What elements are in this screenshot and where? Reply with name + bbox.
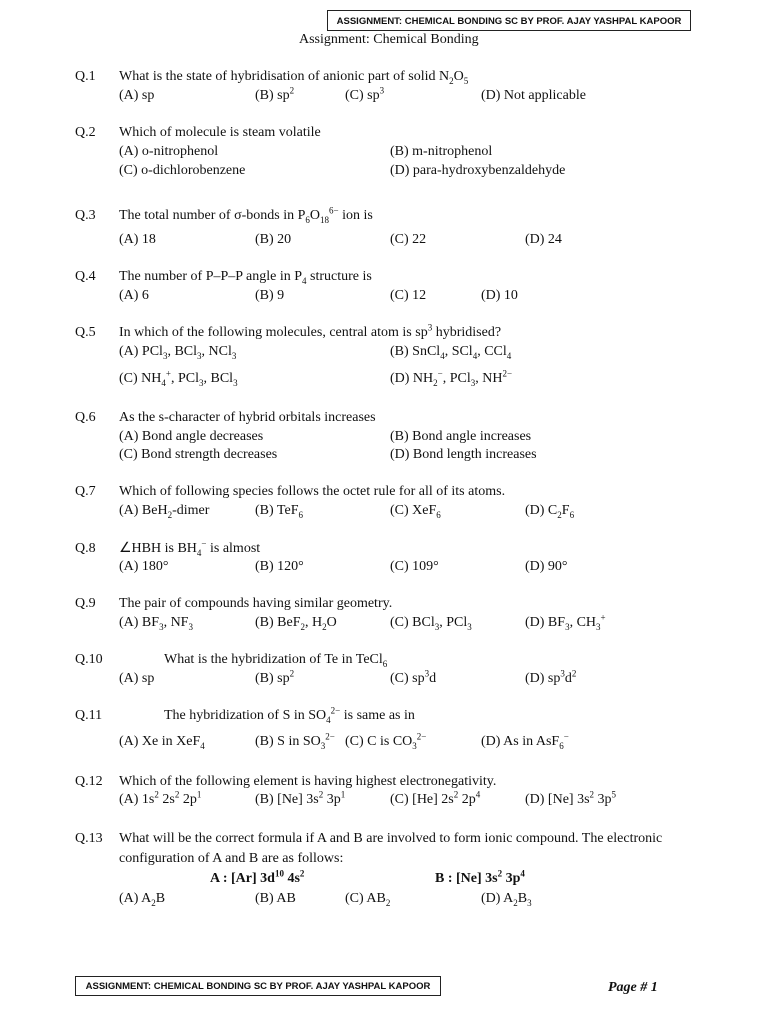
question-number: Q.2 (75, 125, 96, 140)
option-c: (C) BCl$_3$, PCl$_3$ (390, 615, 472, 632)
question-number: Q.5 (75, 325, 96, 340)
option-a: (A) sp (119, 671, 155, 686)
question-text: The number of P–P–P angle in $P_4$ structure is (119, 269, 372, 286)
option-b: (B) SnCl$_4$, SCl$_4$, CCl$_4$ (390, 344, 512, 361)
question-text: Which of molecule is steam volatile (119, 125, 321, 140)
option-c: (C) $sp^3d$ (390, 668, 437, 686)
option-d: (D) As in AsF$_6$− (481, 731, 569, 751)
option-a: (A) o-nitrophenol (119, 144, 219, 159)
option-c: (C) [He] $2s^2$ $2p^4$ (390, 789, 481, 807)
option-a: (A) BeH$_2$-dimer (119, 503, 210, 520)
option-b: (B) Bond angle increases (390, 429, 532, 444)
option-a: (A) Bond angle decreases (119, 429, 264, 444)
header-box: ASSIGNMENT: CHEMICAL BONDING SC BY PROF. AJAY YASHPAL KAPOOR (327, 10, 691, 31)
question-number: Q.10 (75, 652, 103, 667)
option-b: (B) BeF$_2$, $H_2O$ (255, 615, 337, 632)
question-number: Q.12 (75, 774, 103, 789)
option-b: (B) TeF$_6$ (255, 503, 303, 520)
question-number: Q.8 (75, 541, 96, 556)
option-c: (C) o-dichlorobenzene (119, 163, 246, 178)
question-number: Q.3 (75, 208, 96, 223)
option-a: (A) sp (119, 88, 155, 103)
option-b: (B) 9 (255, 288, 285, 303)
option-a: (A) 18 (119, 232, 156, 247)
option-d: (D) Bond length increases (390, 447, 537, 462)
option-c: (C) XeF$_6$ (390, 503, 441, 520)
option-d: (D) $NH_2^-$, PCl$_3$, $NH^{2-}$ (390, 368, 513, 388)
config-a: A : [Ar] $3d^{10}$ $4s^2$ (210, 868, 305, 886)
question-number: Q.9 (75, 596, 96, 611)
option-b: (B) m-nitrophenol (390, 144, 493, 159)
question-number: Q.7 (75, 484, 96, 499)
question-number: Q.4 (75, 269, 96, 284)
option-b: (B) 120° (255, 559, 304, 574)
option-b: (B) [Ne] $3s^2$ $3p^1$ (255, 789, 346, 807)
option-d: (D) $sp^3d^2$ (525, 668, 577, 686)
option-c: (C) Bond strength decreases (119, 447, 278, 462)
question-number: Q.6 (75, 410, 96, 425)
option-c: (C) C is $CO_3^{2-}$ (345, 731, 427, 751)
page-number: Page # 1 (608, 980, 658, 995)
option-c: (C) $NH_4^+$, PCl$_3$, BCl$_3$ (119, 368, 238, 388)
question-number: Q.13 (75, 831, 103, 846)
option-d: (D) 24 (525, 232, 562, 247)
question-text: Which of the following element is having highest electronegativity. (119, 774, 497, 789)
option-d: (D) $A_2B_3$ (481, 891, 532, 908)
option-c: (C) $AB_2$ (345, 891, 391, 908)
option-a: (A) $BF_3$, $NF_3$ (119, 615, 193, 632)
config-b: B : [Ne] $3s^2$ $3p^4$ (435, 868, 525, 886)
option-a: (A) 180° (119, 559, 169, 574)
option-d: (D) 90° (525, 559, 568, 574)
option-a: (A) Xe in XeF$_4$ (119, 734, 205, 751)
option-b: (B) S in $SO_3^{2-}$ (255, 731, 335, 751)
option-d: (D) 10 (481, 288, 518, 303)
option-d: (D) [Ne] $3s^2$ $3p^5$ (525, 789, 617, 807)
option-b: (B) $sp^2$ (255, 668, 295, 686)
question-number: Q.11 (75, 708, 103, 723)
option-b: (B) AB (255, 891, 296, 906)
question-text: The total number of σ-bonds in $P_6O_{18}^{6-}$ ion is (119, 205, 373, 225)
option-a: (A) PCl$_3$, BCl$_3$, NCl$_3$ (119, 344, 237, 361)
question-number: Q.1 (75, 69, 96, 84)
option-d: (D) $C_2F_6$ (525, 503, 575, 520)
option-c: (C) 22 (390, 232, 427, 247)
option-c: (C) 109° (390, 559, 439, 574)
question-text: The hybridization of S in $SO_4^{2-}$ is same as in (164, 705, 415, 725)
option-c: (C) $sp^3$ (345, 85, 385, 103)
page-title: Assignment: Chemical Bonding (299, 32, 479, 47)
question-text-line2: configuration of A and B are as follows: (119, 851, 344, 866)
footer-box: ASSIGNMENT: CHEMICAL BONDING SC BY PROF. AJAY YASHPAL KAPOOR (75, 976, 441, 996)
question-text: The pair of compounds having similar geometry. (119, 596, 393, 611)
question-text: What is the hybridization of Te in TeCl$_6$ (164, 652, 388, 669)
option-d: (D) para-hydroxybenzaldehyde (390, 163, 566, 178)
option-c: (C) 12 (390, 288, 427, 303)
question-text: ∠HBH is $BH_4^-$ is almost (119, 538, 261, 558)
option-d: (D) Not applicable (481, 88, 586, 103)
option-d: (D) $BF_3$, $CH_3^+$ (525, 612, 606, 632)
question-text: As the s-character of hybrid orbitals increases (119, 410, 376, 425)
option-a: (A) $1s^2$ $2s^2$ $2p^1$ (119, 789, 202, 807)
question-text: Which of following species follows the octet rule for all of its atoms. (119, 484, 506, 499)
option-b: (B) 20 (255, 232, 292, 247)
question-text: What will be the correct formula if A and B are involved to form ionic compound. The electronic (119, 831, 663, 846)
option-b: (B) $sp^2$ (255, 85, 295, 103)
option-a: (A) $A_2B$ (119, 891, 166, 908)
question-text: What is the state of hybridisation of anionic part of solid $N_2O_5$ (119, 69, 469, 86)
question-text: In which of the following molecules, central atom is $sp^3$ hybridised? (119, 322, 502, 340)
option-a: (A) 6 (119, 288, 149, 303)
